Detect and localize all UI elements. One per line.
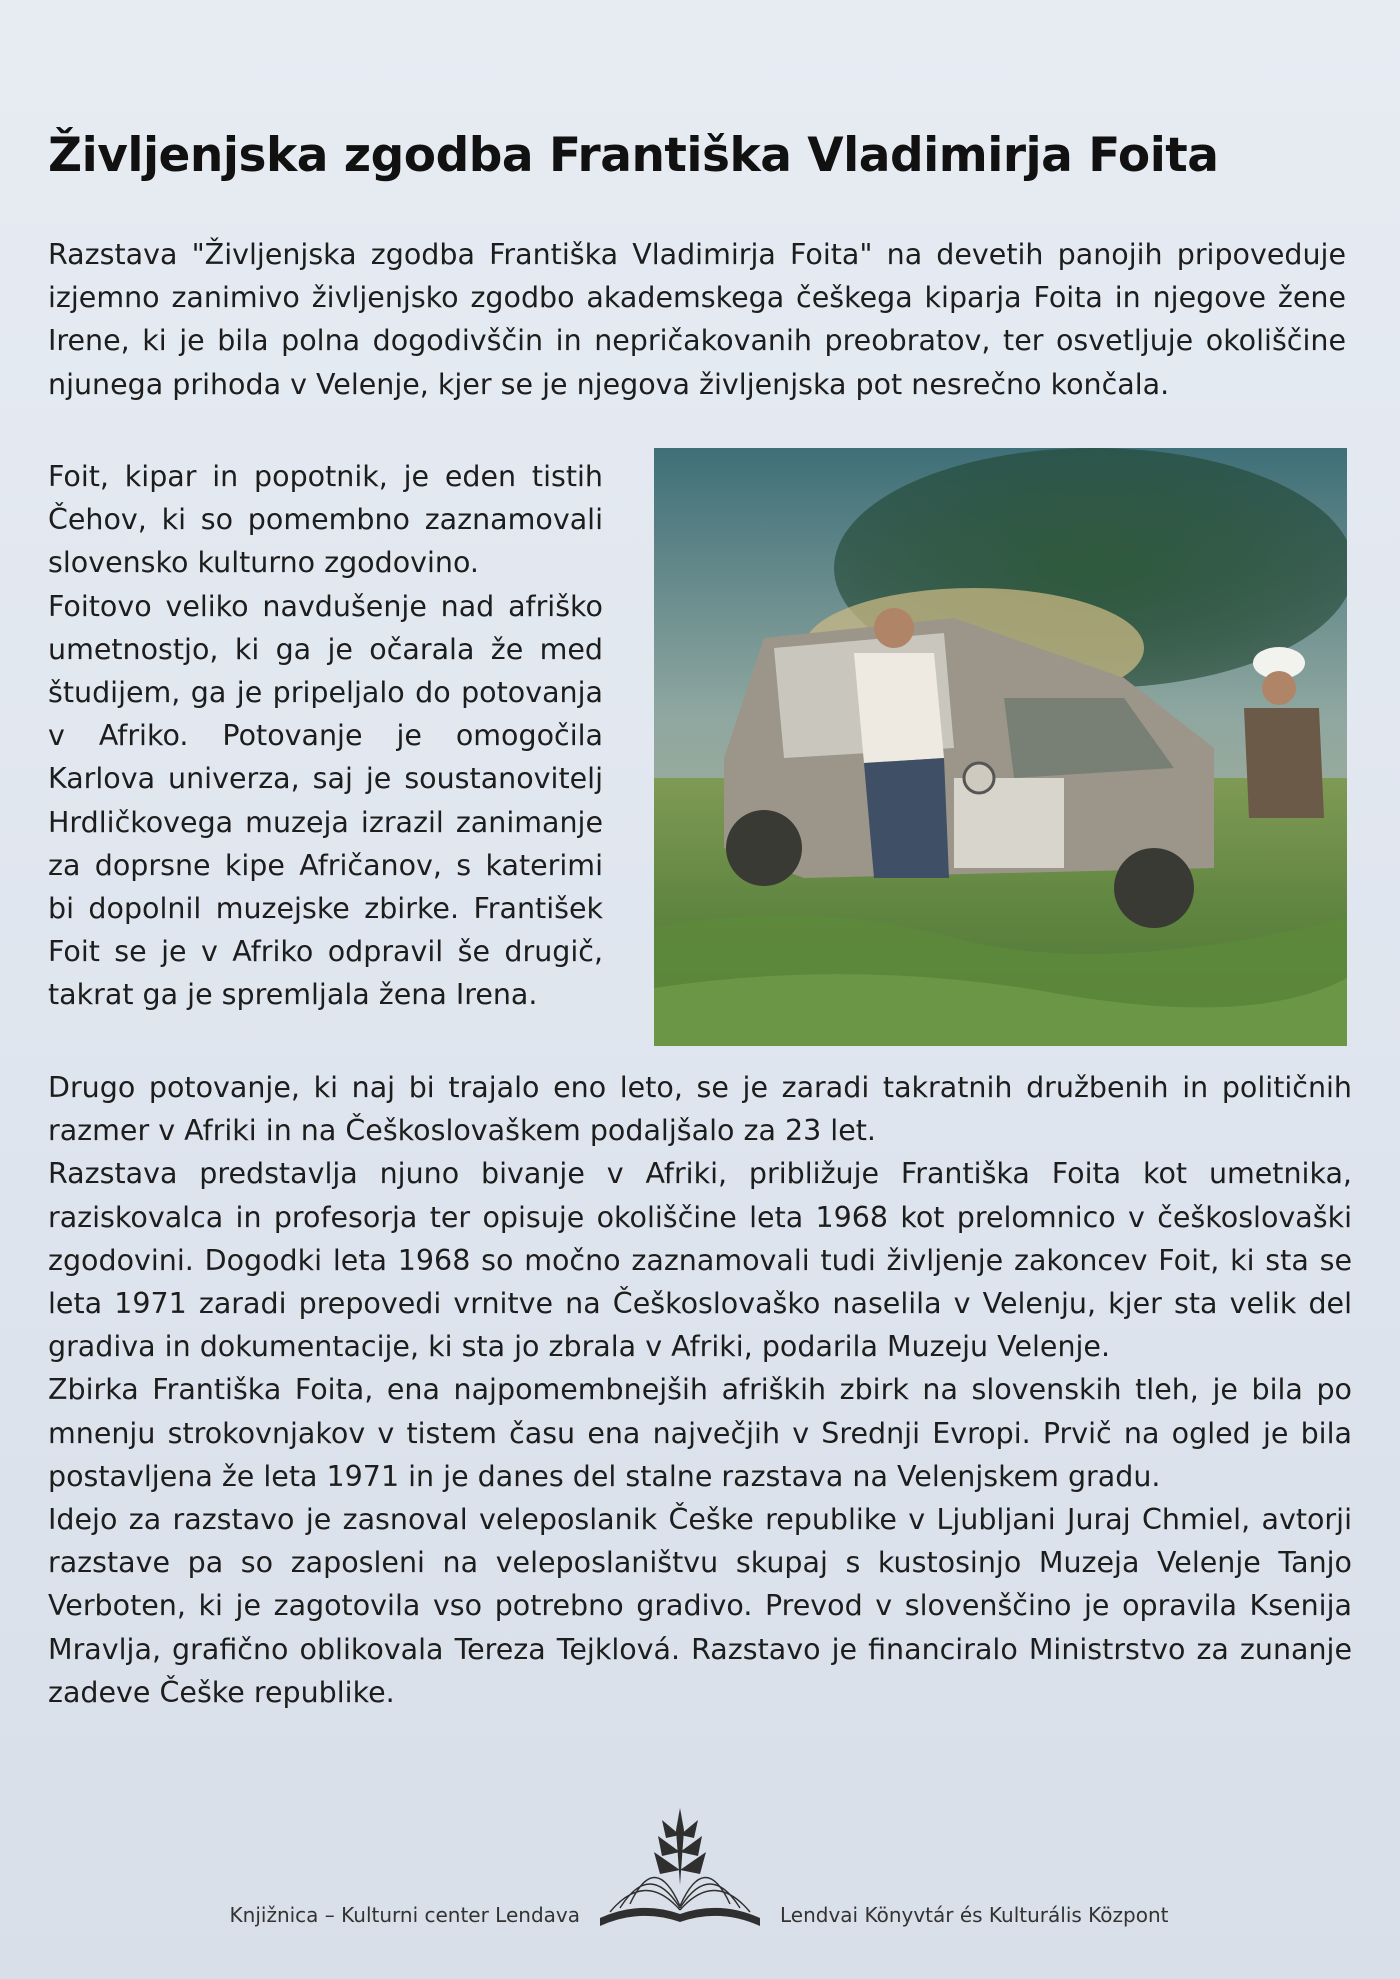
body-paragraph: Zbirka Františka Foita, ena najpomembnejših afriških zbirk na slovenskih tleh, je bila po mnenju strokovnjakov v tistem času ena največjih v Srednji Evropi. Prvič na ogled je bila postavljena že leta 1971 in je danes del stalne razstava na Velenjskem gradu. bbox=[48, 1373, 1352, 1493]
footer-institution-hungarian: Lendvai Könyvtár és Kulturális Központ bbox=[780, 1903, 1169, 1927]
footer-institution-slovene: Knjižnica – Kulturni center Lendava bbox=[229, 1903, 580, 1927]
intro-paragraph: Razstava "Življenjska zgodba Františka Vladimirja Foita" na devetih panojih pripoveduje izjemno zanimivo življenjsko zgodbo akademskega češkega kiparja Foita in njegove žene Irene, ki je bila polna dogodivščin in nepričakovanih preobratov, ter osvetljuje okoliščine njunega prihoda v Velenje, kjer se je njegova življenjska pot nesrečno končala. bbox=[48, 238, 1346, 401]
body-paragraph: Idejo za razstavo je zasnoval veleposlanik Češke republike v Ljubljani Juraj Chmiel, avtorji razstave pa so zaposleni na veleposlaništvu skupaj s kustosinjo Muzeja Velenje Tanjo Verboten, ki je zagotovila vso potrebno gradivo. Prevod v slovenščino je opravila Ksenija Mravlja, grafično oblikovala Tereza Tejklová. Razstavo je financiralo Ministrstvo za zunanje zadeve Češke republike. bbox=[48, 1503, 1352, 1709]
page-title: Življenjska zgodba Františka Vladimirja Foita bbox=[48, 128, 1219, 183]
bottom-text-column bbox=[48, 1066, 1352, 1714]
side-text-column bbox=[48, 455, 603, 1017]
body-paragraph: Razstava predstavlja njuno bivanje v Afriki, približuje Františka Foita kot umetnika, raziskovalca in profesorja ter opisuje okoliščine leta 1968 kot prelomnico v češkoslovaški zgodovini. Dogodki leta 1968 so močno zaznamovali tudi življenje zakoncev Foit, ki sta se leta 1971 zaradi prepovedi vrnitve na Češkoslovaško naselila v Velenju, kjer sta velik del gradiva in dokumentacije, ki sta jo zbrala v Afriki, podarila Muzeju Velenje. bbox=[48, 1157, 1352, 1364]
photo-illustration bbox=[654, 448, 1347, 1046]
book-wheat-logo-icon bbox=[580, 1790, 780, 1930]
side-paragraph: Foitovo veliko navdušenje nad afriško umetnostjo, ki ga je očarala že med študijem, ga je pripeljalo do potovanja v Afriko. Potovanje je omogočila Karlova univerza, saj je soustanovitelj Hrdličkovega muzeja izrazil zanimanje za doprsne kipe Afričanov, s katerimi bi dopolnil muzejske zbirke. František Foit se je v Afriko odpravil še drugič, takrat ga je spremljala žena Irena. bbox=[48, 589, 603, 1012]
body-paragraph: Drugo potovanje, ki naj bi trajalo eno leto, se je zaradi takratnih družbenih in političnih razmer v Afriki in na Češkoslovaškem podaljšalo za 23 let. bbox=[48, 1071, 1352, 1148]
historic-photo bbox=[654, 448, 1347, 1046]
footer bbox=[0, 1790, 1400, 1930]
side-paragraph: Foit, kipar in popotnik, je eden tistih Čehov, ki so pomembno zaznamovali slovensko kulturno zgodovino. bbox=[48, 460, 603, 580]
